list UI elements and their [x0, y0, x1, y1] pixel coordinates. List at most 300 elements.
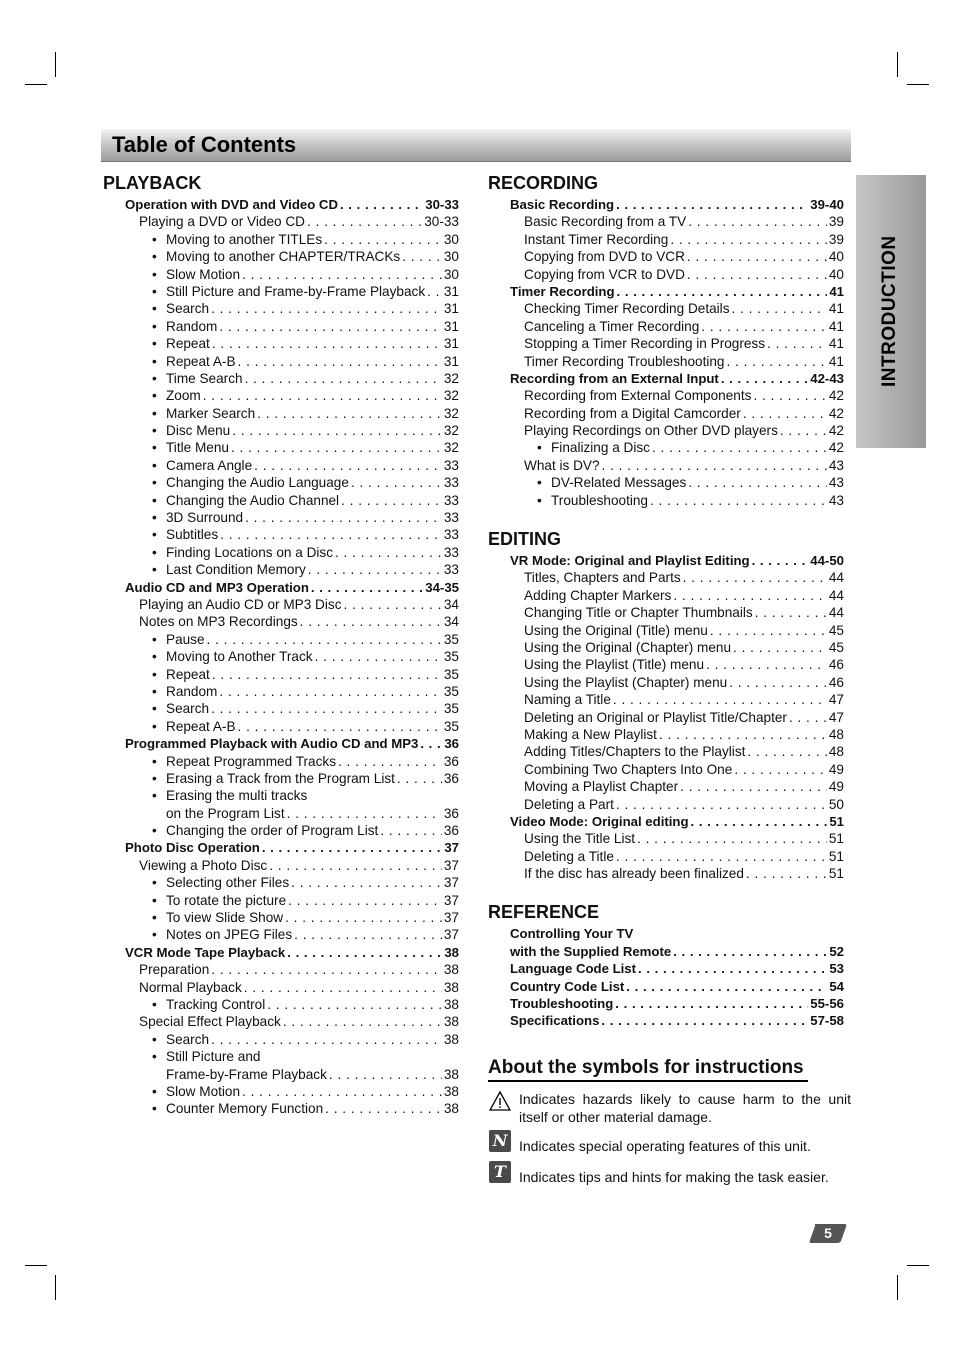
toc-entry-title: Photo Disc Operation [125, 840, 260, 856]
crop-mark [25, 84, 47, 85]
dot-leader [650, 492, 827, 509]
toc-entry-page: 54 [829, 978, 844, 994]
dot-leader [616, 196, 808, 213]
toc-entry [488, 960, 844, 977]
toc-entry-title: Changing Title or Chapter Thumbnails [524, 605, 753, 621]
toc-entry-title: Basic Recording [510, 197, 615, 212]
toc-entry [488, 231, 844, 248]
toc-entry-title: Timer Recording [510, 283, 615, 299]
toc-entry [103, 353, 459, 370]
toc-entry-title: • Subtitles [152, 526, 218, 543]
toc-entry [488, 387, 844, 404]
toc-entry-page: 42 [828, 405, 844, 421]
toc-entry-page: 49 [828, 779, 844, 795]
dot-leader [615, 995, 808, 1012]
dot-leader [329, 1066, 442, 1083]
toc-entry [488, 213, 844, 230]
toc-entry-title: • Search [152, 700, 209, 717]
toc-entry [103, 283, 459, 300]
toc-entry-title: Using the Original (Title) menu [524, 622, 708, 638]
toc-entry [488, 778, 844, 795]
toc-entry [488, 196, 844, 213]
toc-entry-page: 45 [828, 622, 844, 638]
toc-entry-title: with the Supplied Remote [510, 943, 672, 959]
toc-entry-page: 40 [828, 266, 844, 282]
toc-entry-page: 44-50 [810, 553, 844, 569]
toc-entry-title: • Camera Angle [152, 457, 252, 474]
toc-entry [103, 596, 459, 613]
toc-entry-title: Copying from VCR to DVD [524, 266, 685, 282]
toc-entry-title: • 3D Surround [152, 509, 243, 526]
toc-entry-title: • Tracking Control [152, 996, 265, 1013]
toc-entry-page: 57-58 [810, 1013, 844, 1029]
toc-entry-page: 34-35 [425, 579, 459, 595]
dot-leader [706, 656, 827, 673]
toc-entry-title: Deleting a Part [524, 796, 614, 812]
toc-entry [488, 978, 844, 995]
dot-leader [402, 248, 442, 265]
toc-entry-title: Timer Recording Troubleshooting [524, 353, 725, 369]
dot-leader [219, 683, 441, 700]
side-tab-label: INTRODUCTION [879, 235, 900, 387]
toc-entry [103, 213, 459, 230]
toc-entry-title: • DV-Related Messages [537, 474, 686, 491]
toc-entry-title: Titles, Chapters and Parts [524, 570, 681, 586]
toc-entry-title: • Slow Motion [152, 1083, 240, 1100]
dot-leader [341, 492, 442, 509]
toc-entry-page: 47 [828, 709, 844, 725]
section-gap [488, 882, 844, 900]
toc-entry-page: 52 [829, 943, 844, 959]
toc-entry [488, 248, 844, 265]
toc-entry-page: 37 [443, 875, 459, 891]
dot-leader [601, 1012, 808, 1029]
toc-entry-page: 37 [444, 840, 459, 856]
dot-leader [637, 830, 827, 847]
toc-entry-title: Troubleshooting [510, 996, 614, 1012]
toc-entry-page: 32 [443, 405, 459, 421]
toc-entry-title: Checking Timer Recording Details [524, 301, 730, 317]
dot-leader [701, 318, 827, 335]
dot-leader [626, 978, 827, 995]
toc-entry-page: 43 [828, 475, 844, 491]
toc-entry [103, 579, 459, 596]
toc-entry-title: Using the Playlist (Chapter) menu [524, 674, 728, 690]
dot-leader [673, 943, 827, 960]
dot-leader [616, 796, 827, 813]
toc-entry-page: 31 [443, 283, 459, 299]
toc-entry-title: • Still Picture and Frame-by-Frame Playback [152, 283, 425, 300]
toc-entry-page: 36 [443, 770, 459, 786]
toc-entry-title: • Troubleshooting [537, 492, 648, 509]
toc-left-column [103, 171, 459, 1118]
dot-leader [257, 405, 442, 422]
toc-entry [488, 743, 844, 760]
toc-entry-title: VR Mode: Original and Playlist Editing [510, 553, 750, 569]
toc-entry-title: • Last Condition Memory [152, 561, 306, 578]
toc-entry-title: Specifications [510, 1013, 600, 1029]
dot-leader [767, 335, 827, 352]
toc-entry-page: 35 [443, 649, 459, 665]
dot-leader [315, 648, 442, 665]
toc-entry-page: 43 [828, 457, 844, 473]
toc-entry-title: • Repeat [152, 666, 210, 683]
dot-leader [726, 353, 826, 370]
toc-entry [488, 439, 844, 456]
toc-entry-page: 36 [443, 753, 459, 769]
toc-entry [103, 474, 459, 491]
toc-entry [103, 231, 459, 248]
toc-entry-title: • Disc Menu [152, 422, 230, 439]
toc-entry-title: • Slow Motion [152, 266, 240, 283]
toc-entry [103, 509, 459, 526]
dot-leader [238, 353, 442, 370]
toc-entry [488, 761, 844, 778]
section-heading: REFERENCE [488, 902, 600, 923]
toc-entry [488, 639, 844, 656]
crop-mark [907, 84, 929, 85]
dot-leader [269, 857, 442, 874]
toc-entry-title: VCR Mode Tape Playback [125, 944, 286, 960]
dot-leader [311, 579, 423, 596]
dot-leader [688, 213, 827, 230]
toc-entry [103, 196, 459, 213]
page-number: 5 [824, 1225, 832, 1241]
symbol-description: Indicates hazards likely to cause harm to the unit itself or other material damage. [519, 1091, 851, 1125]
toc-entry-page: 47 [828, 692, 844, 708]
dot-leader [307, 213, 422, 230]
dot-leader [613, 691, 827, 708]
dot-leader [285, 909, 442, 926]
toc-entry-title: • Repeat A-B [152, 353, 236, 370]
section-heading: RECORDING [488, 173, 599, 193]
toc-entry [103, 1031, 459, 1048]
toc-entry-page: 38 [443, 1031, 459, 1047]
toc-entry [488, 266, 844, 283]
toc-entry [488, 995, 844, 1012]
dot-leader [212, 335, 442, 352]
toc-entry [103, 318, 459, 335]
toc-entry [103, 648, 459, 665]
toc-entry-title: Using the Title List [524, 831, 636, 847]
toc-entry-title: Playing Recordings on Other DVD players [524, 423, 778, 439]
symbol-description: Indicates tips and hints for making the task easier. [519, 1169, 829, 1185]
dot-leader [287, 805, 442, 822]
toc-entry [103, 1100, 459, 1117]
toc-entry [103, 683, 459, 700]
page-number-badge [809, 1222, 847, 1244]
toc-entry [103, 753, 459, 770]
toc-entry-page: 42 [828, 423, 844, 439]
toc-entry-title: Viewing a Photo Disc [139, 857, 268, 873]
toc-entry-page: 35 [443, 701, 459, 717]
toc-entry-page: 30 [443, 266, 459, 282]
toc-entry-page: 35 [443, 631, 459, 647]
toc-entry [103, 979, 459, 996]
toc-entry-title: • Zoom [152, 387, 201, 404]
toc-entry [488, 283, 844, 300]
dot-leader [231, 439, 442, 456]
dot-leader [242, 1083, 442, 1100]
toc-entry [103, 822, 459, 839]
toc-entry-page: 42 [828, 440, 844, 456]
toc-entry [103, 944, 459, 961]
dot-leader [743, 405, 827, 422]
toc-entry-page: 38 [443, 1101, 459, 1117]
toc-entry-title: • Search [152, 300, 209, 317]
toc-entry-title: • Time Search [152, 370, 243, 387]
toc-entry [103, 335, 459, 352]
dot-leader [746, 865, 827, 882]
toc-entry-title: Copying from DVD to VCR [524, 249, 685, 265]
toc-entry-page: 38 [443, 1014, 459, 1030]
toc-entry-page: 42 [828, 388, 844, 404]
toc-entry-page: 38 [443, 996, 459, 1012]
toc-entry [103, 996, 459, 1013]
toc-entry-title: • Repeat A-B [152, 718, 236, 735]
toc-entry-title: Making a New Playlist [524, 726, 657, 742]
toc-entry [103, 387, 459, 404]
toc-entry-title: Programmed Playback with Audio CD and MP3 [125, 736, 419, 752]
dot-leader [267, 996, 442, 1013]
toc-entry-title: • Random [152, 318, 217, 335]
dot-leader [294, 926, 442, 943]
toc-entry-page: 38 [443, 979, 459, 995]
toc-entry [103, 526, 459, 543]
toc-entry [488, 569, 844, 586]
crop-mark [897, 52, 898, 77]
dot-leader [283, 1013, 442, 1030]
dot-leader [245, 370, 442, 387]
dot-leader [262, 839, 443, 856]
toc-entry-page: 32 [443, 370, 459, 386]
toc-entry-title: Special Effect Playback [139, 1014, 281, 1030]
toc-entry-page: 49 [828, 761, 844, 777]
toc-entry-title: Notes on MP3 Recordings [139, 614, 298, 630]
dot-leader [732, 300, 827, 317]
crop-mark [897, 1275, 898, 1300]
dot-leader [338, 753, 442, 770]
dot-leader [420, 735, 442, 752]
toc-entry-title: Instant Timer Recording [524, 231, 669, 247]
toc-entry [488, 691, 844, 708]
toc-entry-page: 36 [443, 823, 459, 839]
dot-leader [616, 848, 827, 865]
toc-entry-page: 36 [443, 805, 459, 821]
toc-entry [103, 770, 459, 787]
toc-entry-page: 30 [443, 249, 459, 265]
toc-entry [488, 622, 844, 639]
toc-entry-page: 37 [443, 910, 459, 926]
toc-entry [488, 1012, 844, 1029]
toc-entry-title: Frame-by-Frame Playback [166, 1066, 327, 1082]
dot-leader [659, 726, 827, 743]
dot-leader [324, 231, 442, 248]
toc-entry-page: 35 [443, 683, 459, 699]
toc-entry-title: • Erasing a Track from the Program List [152, 770, 395, 787]
toc-entry-title: • Moving to another TITLEs [152, 231, 322, 248]
toc-entry-title: • Repeat Programmed Tracks [152, 753, 336, 770]
toc-entry-title: • Moving to another CHAPTER/TRACKs [152, 248, 400, 265]
dot-leader [308, 561, 442, 578]
dot-leader [397, 770, 442, 787]
toc-entry [488, 830, 844, 847]
section-gap [488, 509, 844, 527]
toc-entry-title: Operation with DVD and Video CD [125, 197, 338, 212]
toc-entry [103, 805, 459, 822]
toc-entry-page: 39-40 [810, 197, 844, 212]
toc-entry [103, 561, 459, 578]
toc-entry-title: Playing an Audio CD or MP3 Disc [139, 596, 342, 612]
toc-entry-title: Naming a Title [524, 692, 611, 708]
dot-leader [325, 1100, 442, 1117]
toc-entry-page: 33 [443, 457, 459, 473]
toc-entry-title: • Selecting other Files [152, 874, 289, 891]
toc-entry-page: 51 [828, 866, 844, 882]
toc-entry [103, 631, 459, 648]
toc-entry [103, 439, 459, 456]
dot-leader [617, 283, 828, 300]
toc-entry-page: 35 [443, 718, 459, 734]
toc-entry-page: 51 [828, 831, 844, 847]
toc-entry-page: 43 [828, 492, 844, 508]
dot-leader [211, 700, 442, 717]
toc-entry-page: 39 [828, 214, 844, 230]
toc-entry-page: 38 [444, 944, 459, 960]
crop-mark [25, 1265, 47, 1266]
toc-entry-title: Controlling Your TV [510, 926, 634, 942]
toc-entry-page: 37 [443, 927, 459, 943]
toc-entry-title: Normal Playback [139, 979, 242, 995]
toc-entry [488, 353, 844, 370]
dot-leader [687, 248, 827, 265]
toc-entry-page: 41 [828, 353, 844, 369]
dot-leader [638, 960, 827, 977]
toc-entry-page: 40 [828, 249, 844, 265]
dot-leader [680, 778, 827, 795]
dot-leader [219, 318, 441, 335]
toc-entry-page: 44 [828, 587, 844, 603]
dot-leader [211, 961, 442, 978]
section-side-tab [856, 175, 926, 448]
toc-entry-page: 32 [443, 423, 459, 439]
dot-leader [734, 761, 827, 778]
dot-leader [203, 387, 442, 404]
crop-mark [55, 1275, 56, 1300]
toc-entry-page: 31 [443, 353, 459, 369]
toc-entry-title: Adding Titles/Chapters to the Playlist [524, 744, 746, 760]
dot-leader [244, 979, 442, 996]
toc-entry-title: Language Code List [510, 961, 637, 977]
toc-entry-title: Using the Playlist (Title) menu [524, 657, 705, 673]
toc-entry-page: 41 [828, 301, 844, 317]
dot-leader [789, 709, 827, 726]
toc-entry-title: Recording from a Digital Camcorder [524, 405, 741, 421]
toc-entry [488, 318, 844, 335]
toc-entry-page: 55-56 [810, 996, 844, 1012]
dot-leader [747, 743, 826, 760]
page-title: Table of Contents [112, 132, 297, 157]
toc-entry-page: 30-33 [425, 197, 459, 212]
crop-mark [907, 1265, 929, 1266]
toc-entry-title: • Counter Memory Function [152, 1100, 323, 1117]
dot-leader [212, 666, 442, 683]
toc-entry-page: 46 [828, 657, 844, 673]
toc-entry-title: Deleting a Title [524, 848, 614, 864]
toc-entry-page: 35 [443, 666, 459, 682]
toc-entry-title: • Erasing the multi tracks [152, 787, 307, 804]
dot-leader [721, 370, 808, 387]
toc-entry-list [103, 196, 459, 1118]
toc-entry [103, 544, 459, 561]
toc-entry [103, 787, 459, 804]
toc-entry [488, 925, 844, 942]
toc-entry-page: 33 [443, 562, 459, 578]
toc-entry-page: 34 [443, 614, 459, 630]
dot-leader [427, 283, 442, 300]
toc-entry [488, 796, 844, 813]
toc-entry [488, 457, 844, 474]
toc-entry-title: If the disc has already been finalized [524, 866, 744, 882]
toc-entry-page: 51 [828, 848, 844, 864]
toc-entry-title: • Finalizing a Disc [537, 439, 650, 456]
toc-entry-title: • Search [152, 1031, 209, 1048]
toc-entry [103, 422, 459, 439]
toc-entry-title: • To view Slide Show [152, 909, 283, 926]
toc-entry-title: Audio CD and MP3 Operation [125, 579, 309, 595]
toc-entry-page: 31 [443, 318, 459, 334]
toc-entry-title: • Changing the Audio Language [152, 474, 349, 491]
toc-entry-title: Canceling a Timer Recording [524, 318, 700, 334]
dot-leader [242, 266, 442, 283]
dot-leader [380, 822, 442, 839]
toc-entry [103, 666, 459, 683]
toc-entry-page: 33 [443, 544, 459, 560]
toc-entry-page: 41 [829, 283, 844, 299]
warning-triangle-icon [489, 1090, 511, 1112]
toc-entry-title: Playing a DVD or Video CD [139, 214, 305, 230]
toc-entry [488, 674, 844, 691]
dot-leader [673, 587, 827, 604]
toc-entry [103, 961, 459, 978]
symbol-description: Indicates special operating features of this unit. [519, 1138, 811, 1154]
toc-entry [103, 405, 459, 422]
toc-entry [103, 892, 459, 909]
toc-entry-title: • To rotate the picture [152, 892, 286, 909]
toc-entry [488, 492, 844, 509]
toc-entry-title: Country Code List [510, 978, 625, 994]
dot-leader [670, 231, 827, 248]
toc-entry-page: 44 [828, 605, 844, 621]
toc-entry-title: on the Program List [166, 805, 285, 821]
dot-leader [688, 474, 827, 491]
toc-entry [103, 248, 459, 265]
dot-leader [351, 474, 442, 491]
toc-entry [103, 1013, 459, 1030]
toc-entry-title: • Pause [152, 631, 205, 648]
toc-entry-title: Deleting an Original or Playlist Title/Chapter [524, 709, 787, 725]
toc-entry [103, 1083, 459, 1100]
toc-entry-title: • Random [152, 683, 217, 700]
section-heading: EDITING [488, 529, 562, 550]
toc-entry [488, 813, 844, 830]
symbols-heading: About the symbols for instructions [488, 1055, 808, 1082]
toc-entry-page: 32 [443, 388, 459, 404]
dot-leader [335, 544, 442, 561]
dot-leader [254, 457, 442, 474]
toc-entry-title: • Notes on JPEG Files [152, 926, 292, 943]
dot-leader [211, 300, 442, 317]
